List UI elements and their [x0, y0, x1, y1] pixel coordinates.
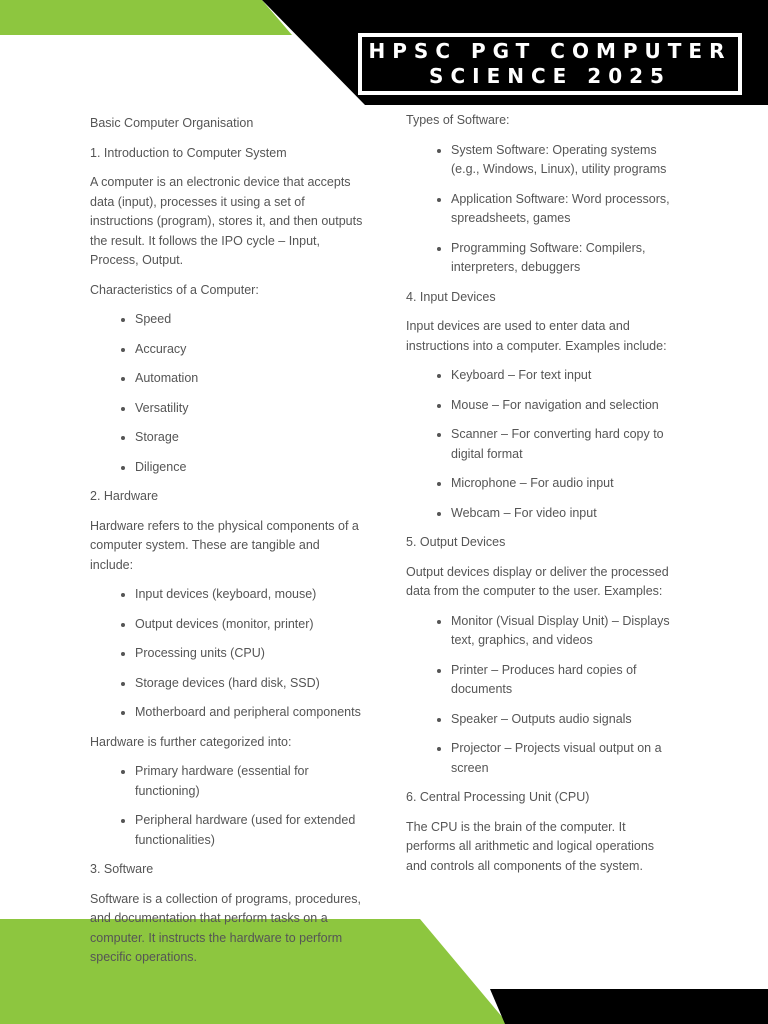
list-item: • Automation	[135, 369, 365, 389]
section-5-heading: 5. Output Devices	[406, 535, 506, 549]
section-2-paragraph: Hardware refers to the physical components of a computer system. These are tangible and include:	[90, 518, 359, 572]
hardware-categories-heading: Hardware is further categorized into:	[90, 734, 292, 749]
input-devices-list	[406, 366, 676, 523]
section-4-paragraph: Input devices are used to enter data and instructions into a computer. Examples include:	[406, 319, 667, 353]
list-item: • Webcam – For video input	[451, 504, 676, 524]
characteristics-heading: Characteristics of a Computer:	[90, 282, 259, 297]
list-item: • Keyboard – For text input	[451, 366, 676, 386]
output-devices-list	[406, 612, 676, 779]
right-column	[406, 111, 676, 886]
hardware-categories-list	[90, 762, 365, 850]
section-1-heading: 1. Introduction to Computer System	[90, 145, 287, 160]
hardware-list	[90, 585, 365, 723]
section-4-heading: 4. Input Devices	[406, 289, 496, 304]
list-item: • Output devices (monitor, printer)	[135, 615, 365, 635]
list-item: • System Software: Operating systems (e.g., Windows, Linux), utility programs	[451, 141, 676, 180]
left-column	[90, 114, 365, 978]
list-item: • Accuracy	[135, 340, 365, 360]
main-heading: Basic Computer Organisation	[90, 116, 254, 130]
document-title-line-1: HPSC PGT COMPUTER	[368, 39, 732, 63]
characteristics-list	[90, 310, 365, 477]
list-item: • Diligence	[135, 458, 365, 478]
list-item: • Peripheral hardware (used for extended functionalities)	[135, 811, 365, 850]
section-5-paragraph: Output devices display or deliver the processed data from the computer to the user. Examples:	[406, 564, 669, 598]
section-3-paragraph: Software is a collection of programs, procedures, and documentation that perform tasks on a computer. It instructs the hardware to perform specific operations.	[90, 891, 361, 964]
section-6-heading: 6. Central Processing Unit (CPU)	[406, 790, 590, 804]
bottom-black-strip	[490, 989, 768, 1024]
list-item: • Application Software: Word processors, spreadsheets, games	[451, 190, 676, 229]
section-2-heading: 2. Hardware	[90, 489, 159, 503]
list-item: • Storage	[135, 428, 365, 448]
software-types-list	[406, 141, 676, 278]
list-item: • Scanner – For converting hard copy to digital format	[451, 425, 676, 464]
list-item: • Primary hardware (essential for functioning)	[135, 762, 365, 801]
list-item: • Speaker – Outputs audio signals	[451, 710, 676, 730]
document-title-box	[358, 33, 742, 95]
list-item: • Microphone – For audio input	[451, 474, 676, 494]
section-6-paragraph: The CPU is the brain of the computer. It performs all arithmetic and logical operations and controls all components of the system.	[406, 819, 655, 873]
list-item: • Storage devices (hard disk, SSD)	[135, 674, 365, 694]
list-item: • Monitor (Visual Display Unit) – Displays text, graphics, and videos	[451, 612, 676, 651]
software-types-heading: Types of Software:	[406, 113, 510, 127]
list-item: • Motherboard and peripheral components	[135, 703, 365, 723]
section-3-heading: 3. Software	[90, 862, 154, 876]
section-1-paragraph: A computer is an electronic device that accepts data (input), processes it using a set of instructions (program), stores it, and then outputs the result. It follows the IPO cycle – Input, Process, Output.	[90, 175, 363, 267]
list-item: • Programming Software: Compilers, interpreters, debuggers	[451, 239, 676, 278]
document-title-line-2: SCIENCE 2025	[429, 64, 671, 88]
list-item: • Versatility	[135, 399, 365, 419]
list-item: • Printer – Produces hard copies of documents	[451, 661, 676, 700]
list-item: • Projector – Projects visual output on a screen	[451, 739, 676, 778]
list-item: • Input devices (keyboard, mouse)	[135, 585, 365, 605]
list-item: • Mouse – For navigation and selection	[451, 396, 676, 416]
top-green-band	[0, 0, 292, 35]
list-item: • Speed	[135, 310, 365, 330]
list-item: • Processing units (CPU)	[135, 644, 365, 664]
